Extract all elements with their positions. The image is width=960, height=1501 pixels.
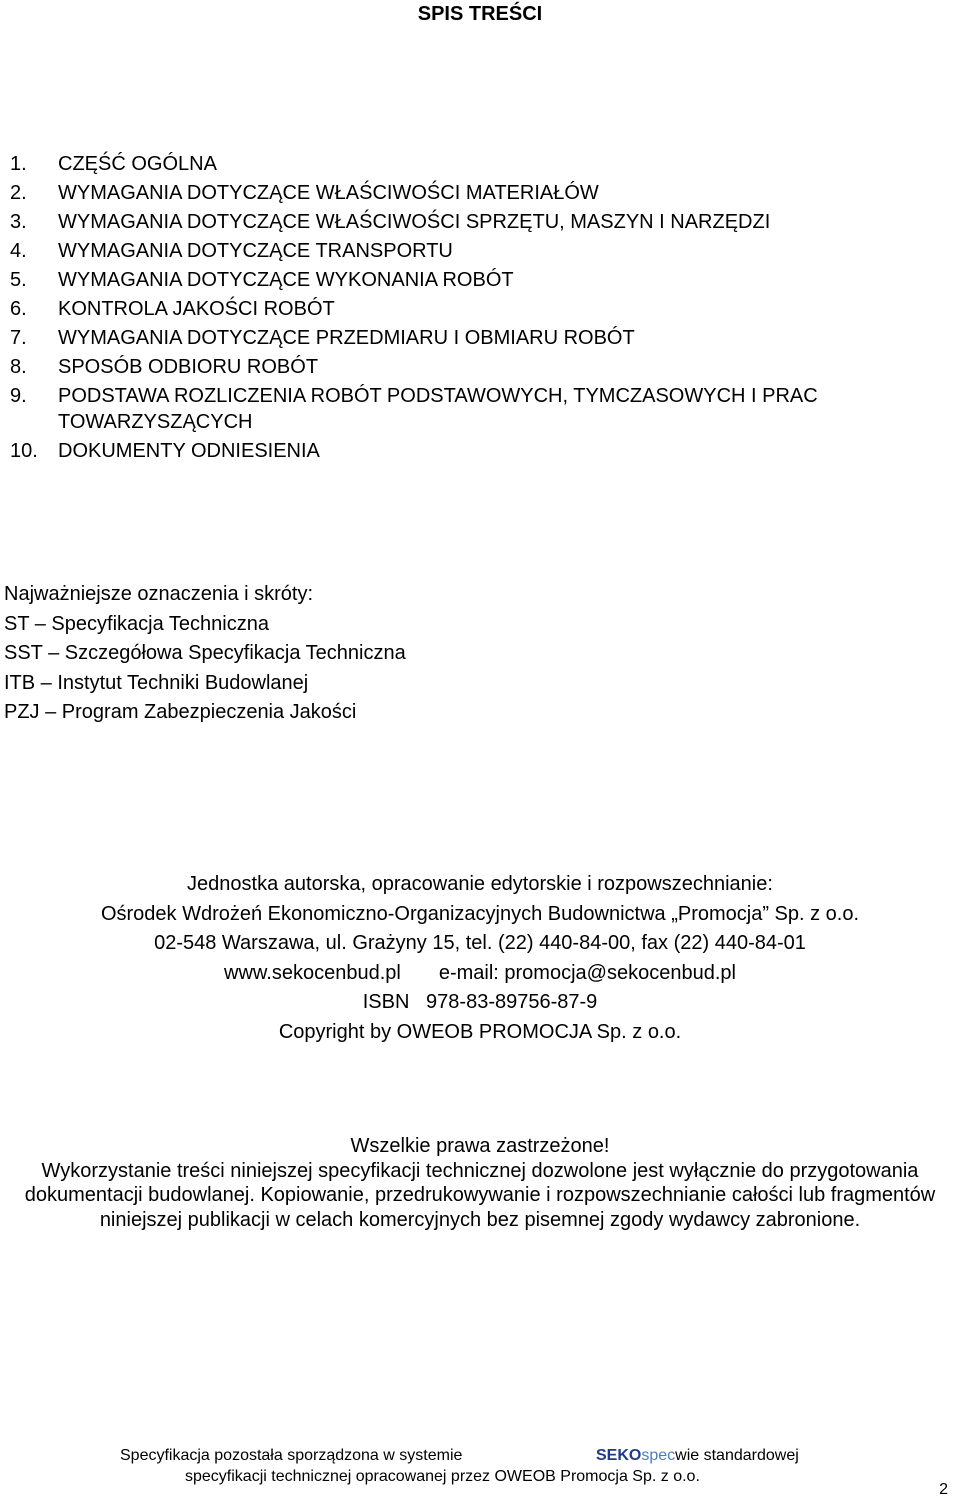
isbn: ISBN 978-83-89756-87-9 (362, 991, 598, 1013)
abbreviations-section (4, 580, 406, 728)
toc-item-text: CZĘŚĆ OGÓLNA (58, 153, 217, 175)
toc-item-number: 1. (10, 153, 27, 175)
toc-item (10, 266, 950, 295)
toc-item-text: WYMAGANIA DOTYCZĄCE WŁAŚCIWOŚCI SPRZĘTU, MASZYN I NARZĘDZI (58, 211, 771, 233)
footer-line: specyfikacji technicznej opracowanej przez OWEOB Promocja Sp. z o.o. (185, 1468, 700, 1485)
toc-item-number: 10. (10, 440, 38, 462)
toc-item-number: 6. (10, 298, 27, 320)
toc-item-text: WYMAGANIA DOTYCZĄCE WŁAŚCIWOŚCI MATERIAŁÓW (58, 182, 599, 204)
toc-item-number: 3. (10, 211, 27, 233)
toc-item-text: PODSTAWA ROZLICZENIA ROBÓT PODSTAWOWYCH, TYMCZASOWYCH I PRAC TOWARZYSZĄCYCH (58, 385, 818, 433)
rights-heading: Wszelkie prawa zastrzeżone! (350, 1135, 610, 1157)
page-title: SPIS TREŚCI (417, 3, 543, 25)
toc-item (10, 237, 950, 266)
footer-text: Specyfikacja pozostała sporządzona w systemie (120, 1447, 463, 1464)
toc-item (10, 324, 950, 353)
toc-item-number: 7. (10, 327, 27, 349)
table-of-contents (10, 150, 950, 466)
toc-item-number: 9. (10, 385, 27, 407)
abbreviation-item: PZJ – Program Zabezpieczenia Jakości (4, 701, 357, 723)
rights-notice (0, 1134, 960, 1232)
abbreviation-item: ITB – Instytut Techniki Budowlanej (4, 671, 309, 694)
toc-item (10, 208, 950, 237)
toc-item (10, 295, 950, 324)
toc-item (10, 437, 950, 466)
author-line: Jednostka autorska, opracowanie edytorskie i rozpowszechnianie: (187, 873, 773, 895)
author-info (0, 870, 960, 1047)
abbreviations-heading: Najważniejsze oznaczenia i skróty: (4, 583, 314, 605)
publisher-address: 02-548 Warszawa, ul. Grażyny 15, tel. (22) 440-84-00, fax (22) 440-84-01 (154, 932, 806, 954)
toc-item (10, 353, 950, 382)
toc-item-number: 4. (10, 240, 27, 262)
abbreviation-item: SST – Szczegółowa Specyfikacja Techniczna (4, 642, 406, 664)
rights-body: Wykorzystanie treści niniejszej specyfikacji technicznej dozwolone jest wyłącznie do przygotowania dokumentacji budowlanej. Kopiowanie, przedrukowywanie i rozpowszechnianie całości lub fragmentów niniejszej publikacji w celach komercyjnych bez pisemnej zgody wydawcy zabronione. (24, 1159, 936, 1231)
brand-spec: spec (641, 1447, 676, 1464)
contact-line (0, 959, 960, 989)
toc-item-text: DOKUMENTY ODNIESIENIA (58, 440, 320, 462)
page-number: 2 (939, 1481, 948, 1498)
toc-item-number: 8. (10, 356, 27, 378)
abbreviation-item: ST – Specyfikacja Techniczna (4, 612, 269, 635)
toc-item-text: WYMAGANIA DOTYCZĄCE WYKONANIA ROBÓT (58, 269, 514, 291)
email-link[interactable]: e-mail: promocja@sekocenbud.pl (438, 961, 736, 984)
toc-item-text: WYMAGANIA DOTYCZĄCE TRANSPORTU (58, 240, 453, 262)
toc-item-text: KONTROLA JAKOŚCI ROBÓT (58, 298, 335, 320)
website-link[interactable]: www.sekocenbud.pl (224, 961, 401, 984)
toc-item (10, 150, 950, 179)
toc-item (10, 382, 950, 437)
brand-seko: SEKO (596, 1447, 642, 1464)
brand-rest: wie standardowej (675, 1447, 799, 1464)
toc-item-text: SPOSÓB ODBIORU ROBÓT (58, 356, 319, 378)
toc-item-text: WYMAGANIA DOTYCZĄCE PRZEDMIARU I OBMIARU ROBÓT (58, 327, 635, 349)
publisher-name: Ośrodek Wdrożeń Ekonomiczno-Organizacyjnych Budownictwa „Promocja” Sp. z o.o. (100, 902, 860, 925)
toc-item-number: 5. (10, 269, 27, 291)
copyright: Copyright by OWEOB PROMOCJA Sp. z o.o. (278, 1020, 682, 1043)
sekospec-brand (596, 1445, 799, 1466)
toc-item (10, 179, 950, 208)
footer-line (120, 1445, 799, 1466)
toc-item-number: 2. (10, 182, 27, 204)
